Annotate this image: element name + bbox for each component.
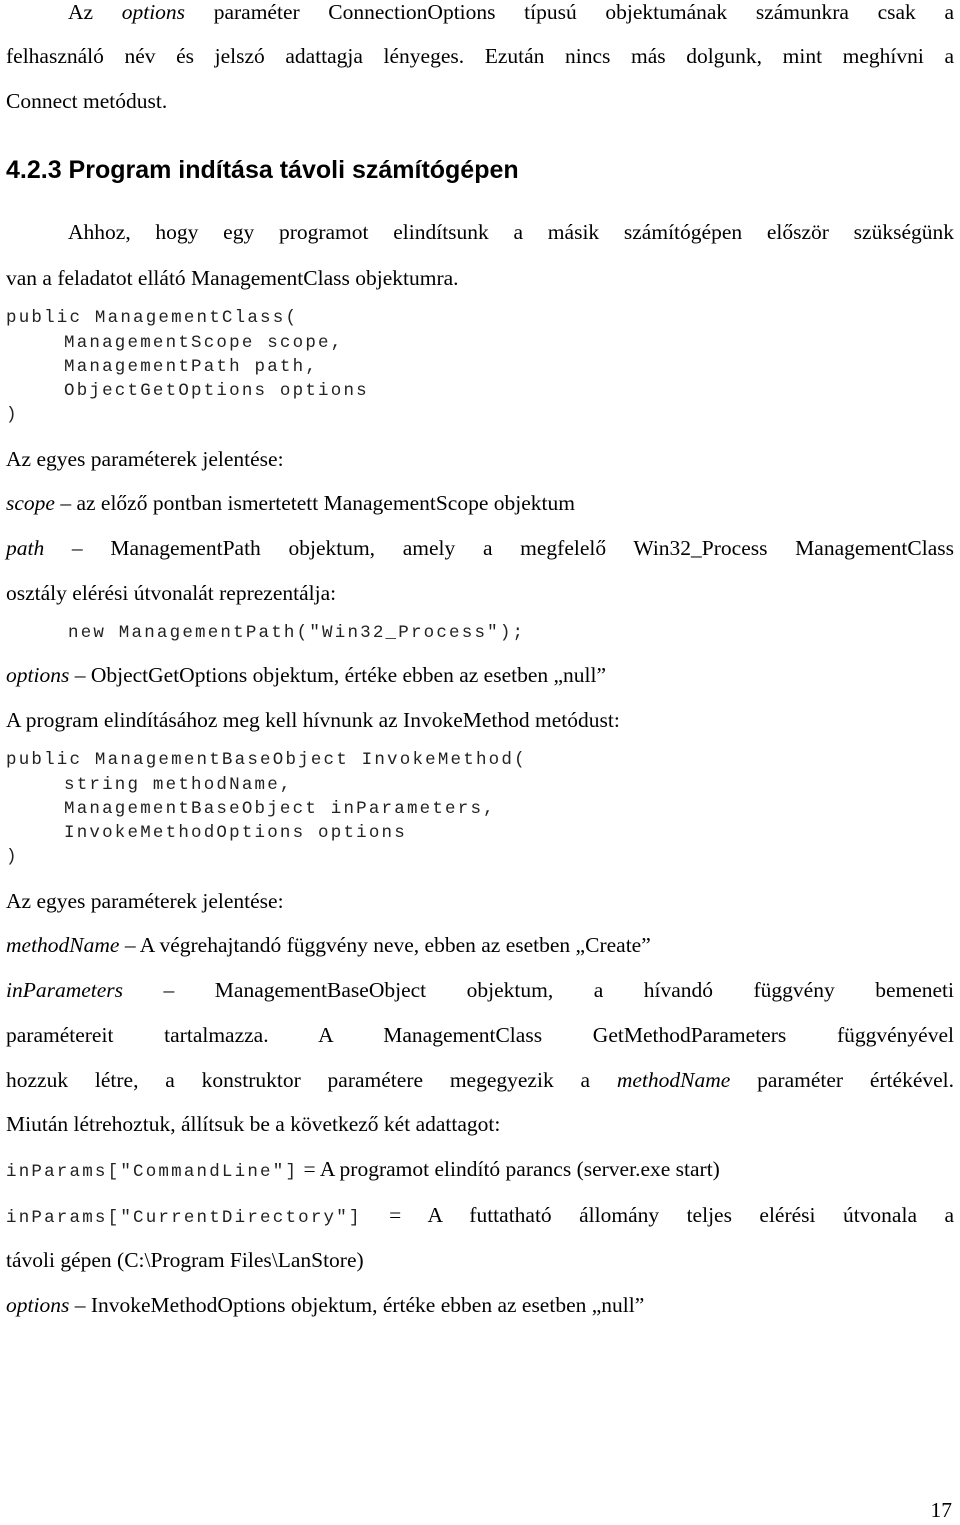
param-term: scope [6,491,55,515]
inline-code: inParams["CommandLine"] [6,1162,299,1182]
code-line: string methodName, [64,775,293,795]
code-line: ObjectGetOptions options [64,381,369,401]
param-options [6,663,954,688]
code-line: ManagementScope scope, [64,333,344,353]
param-desc: – ManagementBaseObject objektum, a hívandó függvény bemeneti [163,978,955,1002]
param-commandline [6,1157,954,1182]
param-inparameters [6,978,954,1003]
paragraph-line: paramétereit tartalmazza. A ManagementClass GetMethodParameters függvényével [6,1023,954,1047]
paragraph-line: A program elindításához meg kell hívnunk az InvokeMethod metódust: [6,708,620,732]
param-desc: = A programot elindító parancs (server.exe start) [298,1157,720,1181]
page-number: 17 [930,1498,952,1522]
param-options [6,1293,954,1318]
code-line: ) [6,405,19,425]
code-line: ) [6,847,19,867]
code-line: ManagementPath path, [64,357,319,377]
paragraph-line [6,1068,954,1093]
param-desc: – InvokeMethodOptions objektum, értéke ebben az esetben „null” [69,1293,645,1317]
text: paraméter ConnectionOptions típusú objektumának számunkra csak a [185,0,955,24]
paragraph-line: Ahhoz, hogy egy programot elindítsunk a másik számítógépen először szükségünk [68,220,954,244]
paragraph-line: távoli gépen (C:\Program Files\LanStore) [6,1248,364,1272]
italic-term: options [121,0,186,24]
params-title: Az egyes paraméterek jelentése: [6,889,284,913]
text: hozzuk létre, a konstruktor paramétere megegyezik a [6,1068,617,1092]
param-desc: = A futtatható állomány teljes elérési útvonala a [361,1203,954,1227]
paragraph-line: felhasználó név és jelszó adattagja lényeges. Ezután nincs más dolgunk, mint meghívni a [6,44,954,68]
code-line: new ManagementPath("Win32_Process"); [68,623,526,643]
inline-code: inParams["CurrentDirectory"] [6,1208,362,1228]
code-line: public ManagementBaseObject InvokeMethod( [6,750,527,770]
italic-term: methodName [616,1068,731,1092]
text: Az [68,0,122,24]
paragraph-line: Connect metódust. [6,89,168,113]
paragraph-line: Miután létrehoztuk, állítsuk be a következő két adattagot: [6,1112,501,1136]
param-desc: – az előző pontban ismertetett ManagementScope objektum [54,491,575,515]
param-path [6,536,954,561]
code-line: public ManagementClass( [6,308,299,328]
param-methodname [6,933,954,958]
param-term: options [6,663,70,687]
param-desc: – A végrehajtandó függvény neve, ebben az esetben „Create” [119,933,651,957]
param-desc: – ObjectGetOptions objektum, értéke ebben az esetben „null” [69,663,607,687]
text: paraméter értékével. [730,1068,955,1092]
paragraph-line: osztály elérési útvonalát reprezentálja: [6,581,337,605]
paragraph-line: van a feladatot ellátó ManagementClass objektumra. [6,266,459,290]
param-term: options [6,1293,70,1317]
code-line: InvokeMethodOptions options [64,823,407,843]
section-heading: 4.2.3 Program indítása távoli számítógépen [6,156,519,184]
param-term: path [6,536,45,560]
params-title: Az egyes paraméterek jelentése: [6,447,284,471]
param-term: methodName [6,933,120,957]
param-scope [6,491,954,516]
paragraph-line [68,0,954,25]
param-desc: – ManagementPath objektum, amely a megfelelő Win32_Process ManagementClass [44,536,954,560]
code-line: ManagementBaseObject inParameters, [64,799,496,819]
param-term: inParameters [6,978,124,1002]
param-currentdirectory [6,1203,954,1228]
